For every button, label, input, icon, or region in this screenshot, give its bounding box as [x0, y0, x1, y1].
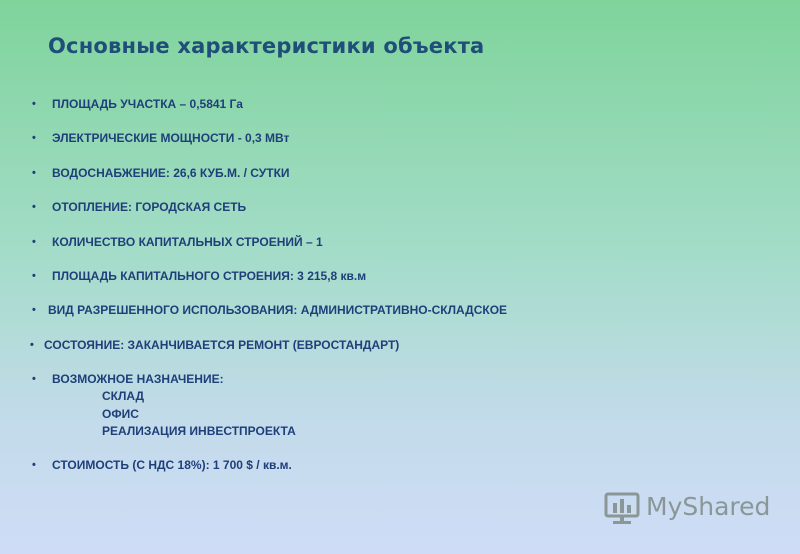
bullet-text: ЭЛЕКТРИЧЕСКИЕ МОЩНОСТИ - 0,3 МВт [52, 131, 290, 145]
bullet-item [32, 301, 508, 319]
bullet-dot: • [32, 98, 36, 110]
bullet-text: ВОЗМОЖНОЕ НАЗНАЧЕНИЕ: [52, 372, 224, 386]
slide-title: Основные характеристики объекта [48, 34, 485, 58]
bullet-text: КОЛИЧЕСТВО КАПИТАЛЬНЫХ СТРОЕНИЙ – 1 [52, 235, 323, 249]
bullet-item [30, 336, 400, 354]
bullet-dot: • [32, 373, 36, 385]
bullet-item [32, 164, 290, 182]
bullet-dot: • [30, 339, 34, 351]
presentation-board-icon [604, 490, 640, 526]
bullet-dot: • [32, 270, 36, 282]
bullet-item [32, 233, 323, 251]
purpose-item: РЕАЛИЗАЦИЯ ИНВЕСТПРОЕКТА [102, 424, 296, 438]
purpose-item: ОФИС [102, 407, 139, 421]
bullet-item [32, 198, 247, 216]
bullet-item [32, 370, 224, 388]
myshared-logo [604, 490, 774, 526]
bullet-text: ПЛОЩАДЬ КАПИТАЛЬНОГО СТРОЕНИЯ: 3 215,8 кв.м [52, 269, 367, 283]
bullet-dot: • [32, 459, 36, 471]
purpose-item: СКЛАД [102, 389, 145, 403]
bullet-dot: • [32, 132, 36, 144]
bullet-text: ВОДОСНАБЖЕНИЕ: 26,6 КУБ.М. / СУТКИ [52, 166, 290, 180]
logo-text: MyShared [646, 492, 771, 521]
bullet-text: ПЛОЩАДЬ УЧАСТКА – 0,5841 Га [52, 97, 243, 111]
bullet-text: ОТОПЛЕНИЕ: ГОРОДСКАЯ СЕТЬ [52, 200, 247, 214]
bullet-item [32, 267, 367, 285]
bullet-dot: • [32, 167, 36, 179]
bullet-dot: • [32, 304, 36, 316]
bullet-text: ВИД РАЗРЕШЕННОГО ИСПОЛЬЗОВАНИЯ: АДМИНИСТРАТИВНО-СКЛАДСКОЕ [48, 303, 508, 317]
bullet-text: СТОИМОСТЬ (С НДС 18%): 1 700 $ / кв.м. [52, 458, 292, 472]
bullet-item [32, 129, 290, 147]
bullet-item [32, 456, 292, 474]
bullet-dot: • [32, 236, 36, 248]
bullet-dot: • [32, 201, 36, 213]
bullet-item [32, 95, 243, 113]
bullet-text: СОСТОЯНИЕ: ЗАКАНЧИВАЕТСЯ РЕМОНТ (ЕВРОСТАНДАРТ) [44, 338, 400, 352]
